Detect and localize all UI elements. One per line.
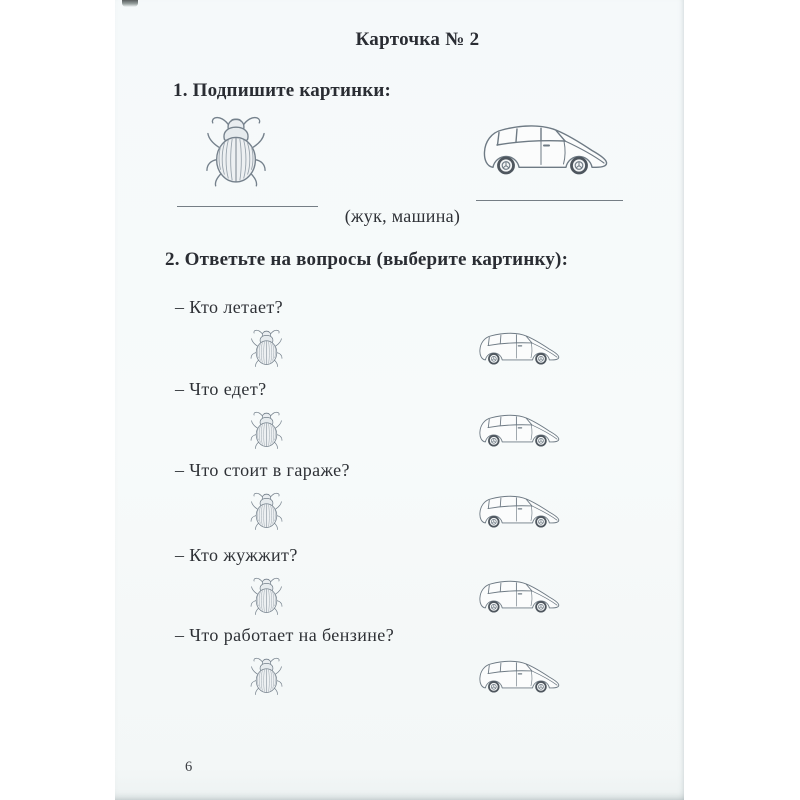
answer-hint: (жук, машина) bbox=[344, 206, 461, 226]
question-label: – Кто летает? bbox=[175, 297, 284, 317]
car-image bbox=[477, 578, 561, 613]
answer-blank-beetle bbox=[177, 206, 318, 207]
beetle-image bbox=[250, 327, 283, 368]
beetle-image-large bbox=[205, 113, 267, 187]
car-image-large bbox=[480, 120, 610, 176]
beetle-image bbox=[250, 575, 283, 616]
question-row-5 bbox=[115, 625, 684, 709]
answer-blank-car bbox=[476, 200, 623, 201]
question-row-4 bbox=[115, 545, 684, 629]
worksheet-page bbox=[115, 0, 684, 800]
question-label: – Что стоит в гараже? bbox=[175, 460, 350, 480]
car-image bbox=[477, 412, 561, 447]
car-image bbox=[477, 658, 561, 693]
question-row-2 bbox=[115, 379, 684, 463]
page-title: Карточка № 2 bbox=[355, 29, 480, 50]
beetle-image bbox=[250, 655, 283, 696]
question-row-1 bbox=[115, 297, 684, 381]
beetle-image bbox=[250, 490, 283, 531]
section1-heading: 1. Подпишите картинки: bbox=[173, 80, 392, 101]
question-row-3 bbox=[115, 460, 684, 544]
question-label: – Что едет? bbox=[175, 379, 267, 399]
question-label: – Кто жужжит? bbox=[175, 545, 298, 565]
car-image bbox=[477, 493, 561, 528]
car-image bbox=[477, 330, 561, 365]
beetle-image bbox=[250, 409, 283, 450]
question-label: – Что работает на бензине? bbox=[175, 625, 395, 645]
binding-mark bbox=[122, 0, 138, 7]
section2-heading: 2. Ответьте на вопросы (выберите картинку): bbox=[165, 249, 569, 270]
page-number: 6 bbox=[185, 759, 193, 775]
